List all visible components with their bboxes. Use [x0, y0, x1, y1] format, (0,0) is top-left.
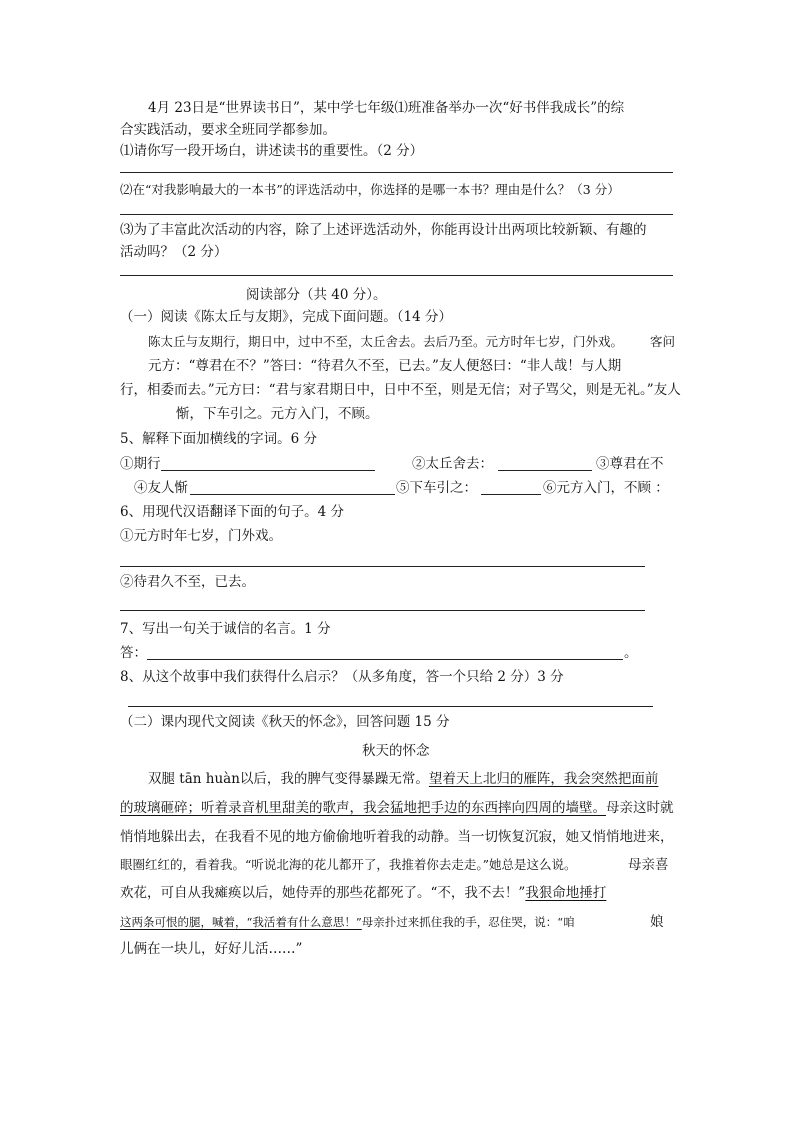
answer-line: [128, 706, 653, 707]
answer-line: [120, 172, 673, 173]
essay-line-1: [148, 770, 658, 788]
classical-text-line-4: 惭，下车引之。元方入门，不顾。: [176, 406, 379, 422]
q5-item-b: ②太丘舍去：: [412, 456, 493, 472]
reading-section-title: 阅读部分（共 40 分）。: [246, 287, 387, 303]
answer-blank: [190, 494, 395, 495]
question-8: 8、从这个故事中我们获得什么启示？（从多角度，答一个只给 2 分）3 分: [120, 669, 564, 685]
question-2: ⑵在“对我影响最大的一本书”的评选活动中，你选择的是哪一本书？理由是什么？（3 分）: [120, 182, 620, 197]
answer-line: [120, 566, 645, 567]
essay-line-7: 儿俩在一块儿，好好儿活……”: [120, 941, 303, 957]
essay-line-6: [120, 913, 575, 931]
intro-line-2: 合实践活动，要求全班同学都参加。: [120, 122, 336, 138]
essay-line-6-end: 娘: [650, 914, 664, 930]
q6-sentence-1: ①元方时年七岁，门外戏。: [120, 528, 282, 544]
answer-line: [120, 275, 673, 276]
essay-line-4: 眼圈红红的，看着我。“听说北海的花儿都开了，我推着你去走走。”她总是这么说。: [120, 857, 577, 872]
underlined-sentence: 这两条可恨的腿，喊着，“我活着有什么意思！”: [120, 915, 362, 929]
question-7: 7、写出一句关于诚信的名言。1 分: [120, 621, 331, 637]
classical-text-line-2: 元方：“尊君在不？”答曰：“待君久不至，已去。”友人便怒曰：“非人哉！与人期: [148, 358, 622, 374]
essay-line-2: [120, 799, 674, 817]
essay-title: 秋天的怀念: [362, 743, 430, 759]
intro-line-1: 4月 23日是“世界读书日”，某中学七年级⑴班准备举办一次“好书伴我成长”的综: [148, 100, 625, 116]
q6-sentence-2: ②待君久不至，已去。: [120, 574, 255, 590]
answer-blank: [147, 659, 623, 660]
classical-text-line-3: 行，相委而去。”元方曰：“君与家君期日中，日中不至，则是无信；对子骂父，则是无礼。”友人: [120, 382, 681, 398]
essay-text: 母亲扑过来抓住我的手，忍住哭，说：“咱: [361, 915, 575, 929]
q5-item-e: ⑤下车引之：: [396, 480, 477, 496]
question-5: 5、解释下面加横线的字词。6 分: [120, 431, 317, 447]
q7-answer-label: 答：: [120, 645, 147, 661]
essay-text: 双腿 tān huàn以后，我的脾气变得暴躁无常。: [148, 771, 429, 787]
part-2-title: （二）课内现代文阅读《秋天的怀念》，回答问题 15 分: [120, 714, 450, 730]
answer-blank: [498, 470, 592, 471]
underlined-sentence: 望着天上北归的雁阵，我会突然把面前: [428, 771, 659, 787]
answer-line: [120, 214, 673, 215]
essay-line-4-end: 母亲喜: [628, 857, 669, 873]
essay-line-5: [120, 884, 606, 902]
question-3-line-1: ⑶为了丰富此次活动的内容，除了上述评选活动外，你能再设计出两项比较新颖、有趣的: [120, 222, 647, 238]
q5-item-f: ⑥元方入门，不顾 ：: [543, 480, 669, 496]
answer-blank: [481, 494, 541, 495]
q5-item-a: ①期行: [120, 456, 161, 472]
essay-text: 母亲这时就: [606, 800, 674, 816]
q5-item-c: ③尊君在不: [596, 456, 664, 472]
classical-text-line-1: 陈太丘与友期行，期日中，过中不至，太丘舍去。去后乃至。元方时年七岁，门外戏。: [148, 334, 624, 349]
underlined-sentence: 我狠命地捶打: [525, 885, 607, 901]
essay-line-3: 悄悄地躲出去，在我看不见的地方偷偷地听着我的动静。当一切恢复沉寂，她又悄悄地进来，: [120, 829, 674, 845]
question-1: ⑴请你写一段开场白，讲述读书的重要性。（2 分）: [120, 143, 424, 159]
part-1-title: （一）阅读《陈太丘与友期》，完成下面问题。（14 分）: [120, 309, 452, 325]
question-3-line-2: 活动吗？（2 分）: [120, 244, 228, 260]
q7-answer-end: 。: [624, 645, 638, 661]
classical-text-line-1-end: 客问: [650, 334, 676, 349]
essay-text: 欢花，可自从我瘫痪以后，她侍弄的那些花都死了。“不，我不去！”: [120, 885, 526, 901]
answer-blank: [161, 470, 375, 471]
question-6: 6、用现代汉语翻译下面的句子。4 分: [120, 504, 344, 520]
underlined-sentence: 的玻璃砸碎；听着录音机里甜美的歌声，我会猛地把手边的东西摔向四周的墙壁。: [120, 800, 606, 816]
answer-line: [120, 610, 645, 611]
q5-item-d: ④友人惭: [134, 480, 188, 496]
